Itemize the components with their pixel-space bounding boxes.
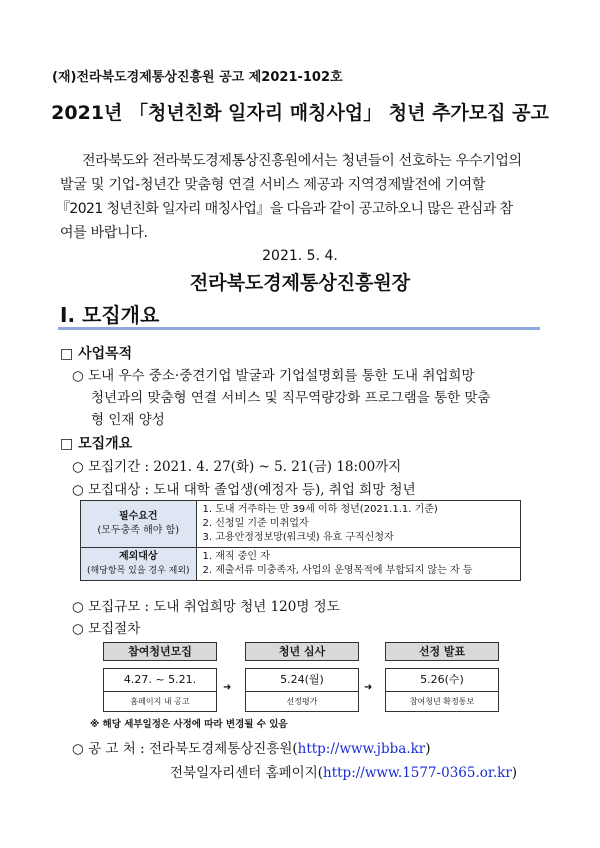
step-desc: 선정평가 xyxy=(286,697,318,706)
target: ○ 모집대상 : 도내 대학 졸업생(예정자 등), 취업 희망 청년 xyxy=(72,482,416,498)
scale: ○ 모집규모 : 도내 취업희망 청년 120명 정도 xyxy=(72,599,340,615)
step-title: 참여청년모집 xyxy=(103,642,217,661)
step-date: 5.26(수) xyxy=(386,669,498,692)
list-item: 1. 재직 중인 자 xyxy=(202,551,270,562)
purpose-line: 형 인재 양성 xyxy=(91,412,165,428)
date: 2021. 5. 4. xyxy=(262,248,338,264)
row-subheader: (모두충족 해야 함) xyxy=(97,525,180,536)
notice-line xyxy=(72,737,431,757)
arrow-right-icon: ➜ xyxy=(223,682,232,693)
list-item: 2. 신청일 기준 미취업자 xyxy=(202,518,309,529)
list-item: 3. 고용안정정보망(워크넷) 유효 구직신청자 xyxy=(202,532,394,543)
purpose-heading: □ 사업목적 xyxy=(60,346,133,362)
notice-label: 전북일자리센터 홈페이지( xyxy=(170,765,324,781)
intro-line: 『2021 청년친화 일자리 매칭사업』을 다음과 같이 공고하오니 많은 관심과 참 xyxy=(56,201,513,217)
row-header: 필수요건 xyxy=(118,511,158,522)
step-title: 청년 심사 xyxy=(245,642,359,661)
step-date: 4.27. ~ 5.21. xyxy=(104,669,216,692)
intro-line: 발굴 및 기업-청년간 맞춤형 연결 서비스 제공과 지역경제발전에 기여할 xyxy=(60,177,486,193)
section-divider xyxy=(58,327,540,330)
paren: ) xyxy=(511,765,518,781)
issuer: 전라북도경제통상진흥원장 xyxy=(189,272,411,294)
intro-line: 여를 바랍니다. xyxy=(60,225,148,241)
step-desc: 홈페이지 내 공고 xyxy=(130,697,190,706)
paren: ) xyxy=(425,741,431,757)
section-title: Ⅰ. 모집개요 xyxy=(60,303,160,327)
purpose-line: 청년과의 맞춤형 연결 서비스 및 직무역량강화 프로그램을 통한 맞춤 xyxy=(91,390,491,406)
notice-number: (재)전라북도경제통상진흥원 공고 제2021-102호 xyxy=(52,70,343,85)
page-title: 2021년 「청년친화 일자리 매칭사업」 청년 추가모집 공고 xyxy=(51,102,549,124)
jbba-link[interactable]: http://www.jbba.kr xyxy=(297,741,426,757)
notice-label: ○ 공 고 처 : 전라북도경제통상진흥원( xyxy=(72,741,298,757)
step-box xyxy=(245,668,359,712)
eligibility-table xyxy=(80,500,521,581)
schedule-note: ※ 해당 세부일정은 사정에 따라 변경될 수 있음 xyxy=(90,719,288,730)
intro-line: 전라북도와 전라북도경제통상진흥원에서는 청년들이 선호하는 우수기업의 xyxy=(82,153,522,169)
step-box xyxy=(103,668,217,712)
row-subheader: (해당항목 있을 경우 제외) xyxy=(87,566,190,576)
purpose-line: ○ 도내 우수 중소·중견기업 발굴과 기업설명회를 통한 도내 취업희망 xyxy=(72,368,475,384)
notice-line xyxy=(170,761,517,781)
row-header: 제외대상 xyxy=(118,551,158,562)
step-date: 5.24(월) xyxy=(246,669,358,692)
table-row xyxy=(81,501,521,548)
step-title: 선정 발표 xyxy=(385,642,499,661)
list-item: 2. 제출서류 미충족자, 사업의 운영목적에 부합되지 않는 자 등 xyxy=(202,565,473,576)
period: ○ 모집기간 : 2021. 4. 27(화) ~ 5. 21(금) 18:00까지 xyxy=(72,459,402,475)
table-row xyxy=(81,548,521,581)
list-item: 1. 도내 거주하는 만 39세 이하 청년(2021.1.1. 기준) xyxy=(202,504,438,515)
step-desc: 참여청년 확정통보 xyxy=(409,697,475,706)
overview-heading: □ 모집개요 xyxy=(60,436,133,452)
step-box xyxy=(385,668,499,712)
arrow-right-icon: ➜ xyxy=(364,682,373,693)
process-label: ○ 모집절차 xyxy=(72,621,141,637)
jobcenter-link[interactable]: http://www.1577-0365.or.kr xyxy=(323,765,512,781)
